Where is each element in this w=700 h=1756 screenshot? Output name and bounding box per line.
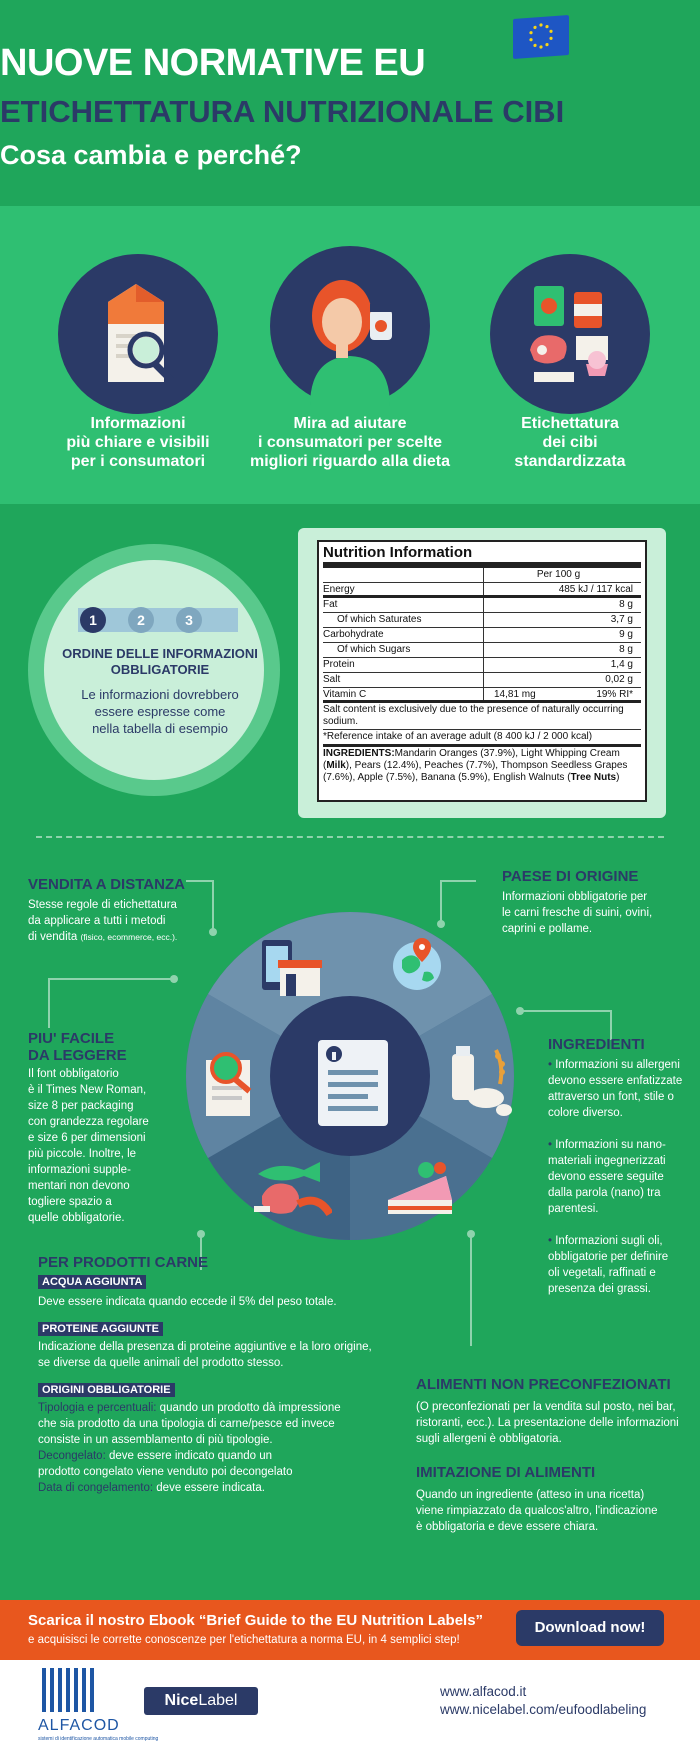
dashed-divider: [36, 836, 664, 838]
connector: [470, 1234, 472, 1346]
cta-title: Scarica il nostro Ebook “Brief Guide to the EU Nutrition Labels”: [28, 1612, 484, 1629]
reference-note: *Reference intake of an average adult (8 400 kJ / 2 000 kcal): [323, 730, 641, 747]
benefit-caption-3: Etichettatura dei cibi standardizzata: [514, 415, 626, 470]
section-facile: PIU' FACILE DA LEGGERE Il font obbligatorio è il Times New Roman, size 8 per packaging con grandezza regolare e size 6 per dimensioni più piccole. Inoltre, le informazioni supple- mentari non devono togliere spazio a quelle obbligatorie.: [28, 1030, 149, 1224]
section-ingredienti: INGREDIENTI • Informazioni su allergeni devono essere enfatizzate attraverso un font, stile o colore diverso. • Informazioni su nano- materiali ingegnerizzati devono essere seguite dalla parola (nano) tra parentesi. • Informazioni sugli oli, obbligatorie per definire oli vegetali, raffinati e presenza dei grassi.: [548, 1036, 683, 1295]
nutrition-value: 8 g: [483, 643, 641, 657]
step-3: 3: [176, 607, 202, 633]
nutrition-per: Per 100 g: [483, 568, 641, 582]
alfacod-name: ALFACOD: [38, 1717, 120, 1734]
step-1: 1: [80, 607, 106, 633]
nutrition-label: Of which Saturates: [337, 614, 422, 625]
connector-dot: [437, 920, 445, 928]
meat-fish-icon: [248, 1154, 332, 1224]
nicelabel-url[interactable]: www.nicelabel.com/eufoodlabeling: [440, 1702, 647, 1717]
nutrition-value: 3,7 g: [483, 613, 641, 627]
shop-icon: [256, 938, 326, 1000]
connector: [440, 880, 442, 924]
alfacod-tagline: sistemi di identificazione automatica mobile computing: [38, 1736, 159, 1742]
nutrition-label: Fat: [323, 599, 338, 610]
tag-origini: ORIGINI OBBLIGATORIE: [38, 1383, 175, 1397]
download-button[interactable]: Download now!: [516, 1610, 664, 1646]
order-title: ORDINE DELLE INFORMAZIONI OBBLIGATORIE: [62, 646, 258, 677]
ingredients-text: INGREDIENTS:Mandarin Oranges (37.9%), Light Whipping Cream (Milk), Pears (12.4%), Peaches (7.7%), Thompson Seedless Grapes (7.6%), Apple (7.5%), Banana (5.9%), English Walnuts (Tree Nuts): [323, 748, 628, 783]
nutrition-label: Carbohydrate: [323, 629, 384, 640]
cta-subtitle: e acquisisci le corrette conoscenze per l'etichettatura a norma EU, in 4 semplici step!: [28, 1634, 460, 1646]
vitamin-value: 14,81 mg: [494, 689, 536, 700]
connector: [440, 880, 476, 882]
order-text: Le informazioni dovrebbero essere espresse come nella tabella di esempio: [81, 687, 239, 736]
nutrition-label: Vitamin C: [323, 689, 367, 700]
alfacod-url[interactable]: www.alfacod.it: [440, 1684, 527, 1699]
connector-dot: [467, 1230, 475, 1238]
nutrition-table: [317, 540, 647, 802]
nutrition-label: Energy: [323, 584, 355, 595]
woman-with-jar-icon: [270, 246, 430, 406]
connector-dot: [170, 975, 178, 983]
section-paese: PAESE DI ORIGINE Informazioni obbligatorie per le carni fresche di suini, ovini, caprini e pollame.: [502, 868, 653, 935]
connector: [48, 978, 50, 1028]
connector-dot: [197, 1230, 205, 1238]
nicelabel-logo: NiceLabel: [144, 1687, 258, 1715]
document-info-icon: [318, 1040, 388, 1126]
nutrition-label: Protein: [323, 659, 355, 670]
connector: [520, 1010, 612, 1012]
connector: [48, 978, 172, 980]
globe-icon: [384, 932, 450, 998]
section-vendita: VENDITA A DISTANZA Stesse regole di etichettatura da applicare a tutti i metodi di vendita (fisico, ecommerce, ecc.).: [28, 876, 185, 943]
connector: [212, 880, 214, 932]
nutrition-value: 485 kJ / 117 kcal: [483, 583, 641, 595]
cake-icon: [380, 1150, 460, 1220]
section-imitazione: IMITAZIONE DI ALIMENTI Quando un ingrediente (atteso in una ricetta) viene rimpiazzato da qualcos'altro, l'indicazione è obbligatoria e deve essere chiara.: [416, 1464, 658, 1533]
salt-note: Salt content is exclusively due to the presence of naturally occurring sodium.: [323, 703, 641, 730]
magnifier-document-icon: [196, 1046, 266, 1122]
tag-acqua: ACQUA AGGIUNTA: [38, 1275, 146, 1289]
section-nonprec: ALIMENTI NON PRECONFEZIONATI (O preconfezionati per la vendita sul posto, nei bar, ristoranti, ecc.). La presentazione delle informazioni sugli allergeni è obbligatoria.: [416, 1376, 679, 1445]
nutrition-value: 8 g: [483, 598, 641, 612]
tag-proteine: PROTEINE AGGIUNTE: [38, 1322, 163, 1336]
nutrition-label: Of which Sugars: [337, 644, 411, 655]
title-sub: ETICHETTATURA NUTRIZIONALE CIBI: [0, 94, 565, 129]
nutrition-value: 0,02 g: [483, 673, 641, 687]
vitamin-ri: 19% RI*: [596, 689, 633, 700]
connector-dot: [516, 1007, 524, 1015]
nutrition-value: 1,4 g: [483, 658, 641, 672]
milk-wheat-icon: [446, 1040, 516, 1120]
milk-carton-icon: [58, 254, 218, 414]
nutrition-value: 9 g: [483, 628, 641, 642]
nutrition-title: Nutrition Information: [323, 544, 641, 568]
nutrition-label: Salt: [323, 674, 341, 685]
benefit-caption-1: Informazioni più chiare e visibili per i consumatori: [66, 415, 210, 470]
benefit-caption-2: Mira ad aiutare i consumatori per scelte migliori riguardo alla dieta: [249, 415, 451, 470]
alfacod-logo-icon: [40, 1668, 100, 1712]
title-question: Cosa cambia e perché?: [0, 140, 302, 170]
connector-dot: [209, 928, 217, 936]
standard-foods-icon: [490, 254, 650, 414]
step-2: 2: [128, 607, 154, 633]
section-carne: PER PRODOTTI CARNE ACQUA AGGIUNTA Deve essere indicata quando eccede il 5% del peso totale. PROTEINE AGGIUNTE Indicazione della presenza di proteine aggiuntive e la loro origine, se diverse da quelle animali del prodotto stesso. ORIGINI OBBLIGATORIE Tipologia e percentuali: quando un prodotto dà impressione che sia prodotto da una tipologia di carne/pesce ed invece consiste in un assemblamento di più tipologie. Decongelato: deve essere indicato quando un prodotto congelato viene venduto poi decongelato Data di congelamento: deve essere indicata.: [38, 1254, 372, 1494]
title-main: NUOVE NORMATIVE EU: [0, 42, 426, 84]
